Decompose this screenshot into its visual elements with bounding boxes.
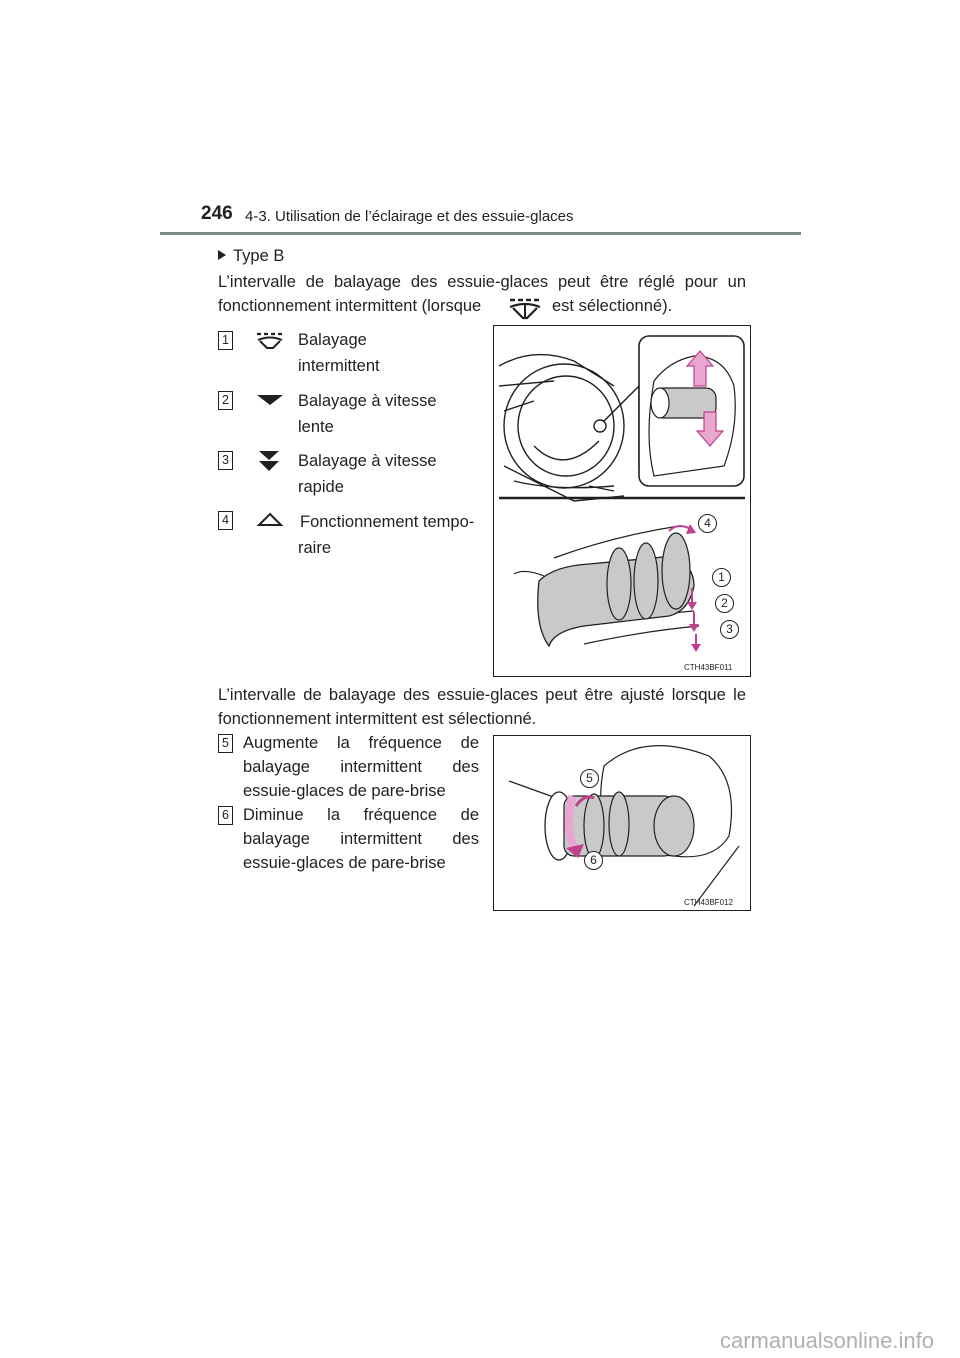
- item-4-line-1: Fonctionnement tempo-: [300, 513, 475, 531]
- item-2-line-1: Balayage à vitesse: [298, 392, 437, 410]
- item-4-line-2: raire: [298, 539, 332, 557]
- item-1-line-2: intermittent: [298, 357, 380, 375]
- figure1-drawing: [494, 326, 750, 676]
- item-3-line-1: Balayage à vitesse: [298, 452, 437, 470]
- type-heading: [218, 244, 284, 268]
- figure1-code: CTH43BF011: [684, 663, 733, 672]
- header-rule: [160, 232, 801, 235]
- intermittent-wipe-icon: [255, 329, 285, 351]
- item-number-1: 1: [218, 331, 233, 350]
- item-3-line-2: rapide: [298, 478, 344, 496]
- item-2-line-2: lente: [298, 418, 334, 436]
- figure2-code: CTH43BF012: [684, 898, 733, 907]
- item-number-3: 3: [218, 451, 233, 470]
- item-6-line-3: essuie-glaces de pare-brise: [243, 854, 446, 872]
- wiper-lever-figure: [493, 325, 751, 677]
- adjust-line-2: fonctionnement intermittent est sélectionné.: [218, 710, 537, 728]
- page-number: 246: [201, 203, 233, 224]
- type-heading-label: Type B: [233, 247, 285, 265]
- high-speed-icon: [256, 449, 282, 473]
- item-5-line-2: balayage intermittent des: [243, 758, 479, 776]
- figure2-drawing: [494, 736, 750, 910]
- low-speed-icon: [255, 393, 285, 407]
- item-1-line-1: Balayage: [298, 331, 367, 349]
- callout-6: 6: [584, 851, 603, 870]
- callout-4: 4: [698, 514, 717, 533]
- item-6-line-2: balayage intermittent des: [243, 830, 479, 848]
- intro-line-3: est sélectionné).: [552, 297, 673, 315]
- intro-line-1: L’intervalle de balayage des essuie-glaces peut être réglé pour un: [218, 273, 746, 291]
- item-6-line-1: Diminue la fréquence de: [243, 806, 479, 824]
- intro-line-2: fonctionnement intermittent (lorsque: [218, 297, 482, 315]
- mist-icon: [256, 512, 284, 528]
- watermark: carmanualsonline.info: [719, 1328, 934, 1353]
- item-number-5: 5: [218, 734, 233, 753]
- item-number-4: 4: [218, 511, 233, 530]
- callout-1: 1: [712, 568, 731, 587]
- item-number-6: 6: [218, 806, 233, 825]
- item-5-line-1: Augmente la fréquence de: [243, 734, 479, 752]
- callout-5: 5: [580, 769, 599, 788]
- callout-2: 2: [715, 594, 734, 613]
- item-number-2: 2: [218, 391, 233, 410]
- adjust-line-1: L’intervalle de balayage des essuie-glaces peut être ajusté lorsque le: [218, 686, 746, 704]
- interval-adjust-figure: [493, 735, 751, 911]
- bullet-triangle-icon: [218, 250, 226, 260]
- intermittent-wipe-icon: [505, 293, 545, 323]
- item-5-line-3: essuie-glaces de pare-brise: [243, 782, 446, 800]
- callout-3: 3: [720, 620, 739, 639]
- section-title: 4-3. Utilisation de l’éclairage et des essuie-glaces: [245, 208, 574, 225]
